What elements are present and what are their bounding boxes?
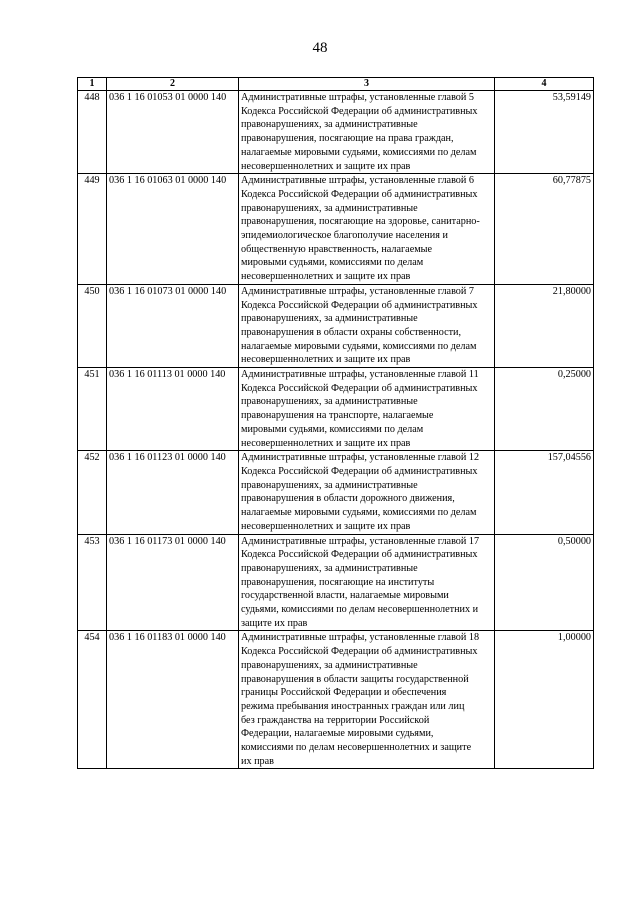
revenue-description <box>239 91 495 174</box>
budget-code: 036 1 16 01123 01 0000 140 <box>107 451 239 534</box>
budget-table <box>77 77 594 769</box>
description-line: правонарушения на транспорте, налагаемые <box>241 410 434 422</box>
description-line: их прав <box>241 755 274 767</box>
row-number: 452 <box>78 451 107 534</box>
description-line: правонарушениях, за административные <box>241 313 418 325</box>
description-line: правонарушения, посягающие на здоровье, санитарно- <box>241 216 480 228</box>
amount-value: 60,77875 <box>495 174 594 285</box>
header-col-4: 4 <box>495 78 594 91</box>
description-line: мировыми судьями, комиссиями по делам <box>241 423 424 435</box>
amount-value: 21,80000 <box>495 284 594 367</box>
description-line: мировыми судьями, комиссиями по делам <box>241 257 424 269</box>
description-line: Административные штрафы, установленные главой 18 <box>241 632 480 644</box>
revenue-description <box>239 451 495 534</box>
description-line: Федерации, налагаемые мировыми судьями, <box>241 728 434 740</box>
row-number: 453 <box>78 534 107 631</box>
description-line: Административные штрафы, установленные главой 5 <box>241 92 474 103</box>
amount-value: 0,50000 <box>495 534 594 631</box>
description-line: несовершеннолетних и защите их прав <box>241 271 411 283</box>
description-line: без гражданства на территории Российской <box>241 714 430 726</box>
description-line: правонарушения в области дорожного движения, <box>241 493 455 505</box>
description-line: Кодекса Российской Федерации об административных <box>241 465 478 477</box>
description-line: налагаемые мировыми судьями, комиссиями по делам <box>241 507 477 519</box>
description-line: правонарушения в области охраны собственности, <box>241 326 462 338</box>
row-number: 454 <box>78 631 107 769</box>
revenue-description <box>239 368 495 451</box>
amount-value: 53,59149 <box>495 91 594 174</box>
amount-value: 157,04556 <box>495 451 594 534</box>
budget-code: 036 1 16 01113 01 0000 140 <box>107 368 239 451</box>
header-col-1: 1 <box>78 78 107 91</box>
header-col-3: 3 <box>239 78 495 91</box>
row-number: 451 <box>78 368 107 451</box>
header-row <box>78 78 594 91</box>
table-body <box>78 91 594 769</box>
description-line: правонарушениях, за административные <box>241 562 418 574</box>
amount-value: 0,25000 <box>495 368 594 451</box>
description-line: правонарушениях, за административные <box>241 202 418 214</box>
table-row <box>78 534 594 631</box>
table-row <box>78 284 594 367</box>
description-line: несовершеннолетних и защите их прав <box>241 520 411 532</box>
description-line: правонарушения, посягающие на институты <box>241 576 435 588</box>
description-line: Административные штрафы, установленные главой 12 <box>241 452 480 464</box>
description-line: правонарушения, посягающие на права граждан, <box>241 133 454 145</box>
description-line: границы Российской Федерации и обеспечения <box>241 687 447 699</box>
budget-code: 036 1 16 01183 01 0000 140 <box>107 631 239 769</box>
description-line: судьями, комиссиями по делам несовершеннолетних и <box>241 604 479 616</box>
description-line: Кодекса Российской Федерации об административных <box>241 105 478 117</box>
row-number: 449 <box>78 174 107 285</box>
description-line: Административные штрафы, установленные главой 6 <box>241 175 474 187</box>
description-line: Административные штрафы, установленные главой 11 <box>241 369 479 381</box>
description-line: Кодекса Российской Федерации об административных <box>241 382 478 394</box>
description-line: общественную нравственность, налагаемые <box>241 243 433 255</box>
description-line: комиссиями по делам несовершеннолетних и защите <box>241 742 472 754</box>
table-row <box>78 368 594 451</box>
description-line: правонарушениях, за административные <box>241 659 418 671</box>
revenue-description <box>239 284 495 367</box>
budget-code: 036 1 16 01073 01 0000 140 <box>107 284 239 367</box>
description-line: правонарушениях, за административные <box>241 479 418 491</box>
revenue-description <box>239 534 495 631</box>
description-line: Административные штрафы, установленные главой 17 <box>241 535 480 547</box>
page-number: 48 <box>312 40 328 56</box>
budget-code: 036 1 16 01063 01 0000 140 <box>107 174 239 285</box>
revenue-description <box>239 631 495 769</box>
description-line: несовершеннолетних и защите их прав <box>241 160 411 172</box>
description-line: Кодекса Российской Федерации об административных <box>241 549 478 561</box>
table-row <box>78 451 594 534</box>
description-line: Кодекса Российской Федерации об административных <box>241 646 478 658</box>
table-row <box>78 174 594 285</box>
table-row <box>78 91 594 174</box>
description-line: государственной власти, налагаемые мировыми <box>241 590 449 602</box>
description-line: правонарушениях, за административные <box>241 119 418 131</box>
amount-value: 1,00000 <box>495 631 594 769</box>
table-row <box>78 631 594 769</box>
revenue-description <box>239 174 495 285</box>
description-line: Кодекса Российской Федерации об административных <box>241 299 478 311</box>
description-line: защите их прав <box>241 617 308 629</box>
description-line: режима пребывания иностранных граждан или лиц <box>241 700 465 712</box>
description-line: Кодекса Российской Федерации об административных <box>241 188 478 200</box>
description-line: эпидемиологическое благополучие населения и <box>241 230 448 242</box>
row-number: 448 <box>78 91 107 174</box>
description-line: налагаемые мировыми судьями, комиссиями по делам <box>241 146 477 158</box>
header-col-2: 2 <box>107 78 239 91</box>
description-line: несовершеннолетних и защите их прав <box>241 354 411 366</box>
description-line: налагаемые мировыми судьями, комиссиями по делам <box>241 340 477 352</box>
budget-code: 036 1 16 01173 01 0000 140 <box>107 534 239 631</box>
description-line: правонарушениях, за административные <box>241 396 418 408</box>
description-line: несовершеннолетних и защите их прав <box>241 437 411 449</box>
budget-code: 036 1 16 01053 01 0000 140 <box>107 91 239 174</box>
description-line: Административные штрафы, установленные главой 7 <box>241 285 474 297</box>
row-number: 450 <box>78 284 107 367</box>
description-line: правонарушения в области защиты государственной <box>241 673 469 685</box>
